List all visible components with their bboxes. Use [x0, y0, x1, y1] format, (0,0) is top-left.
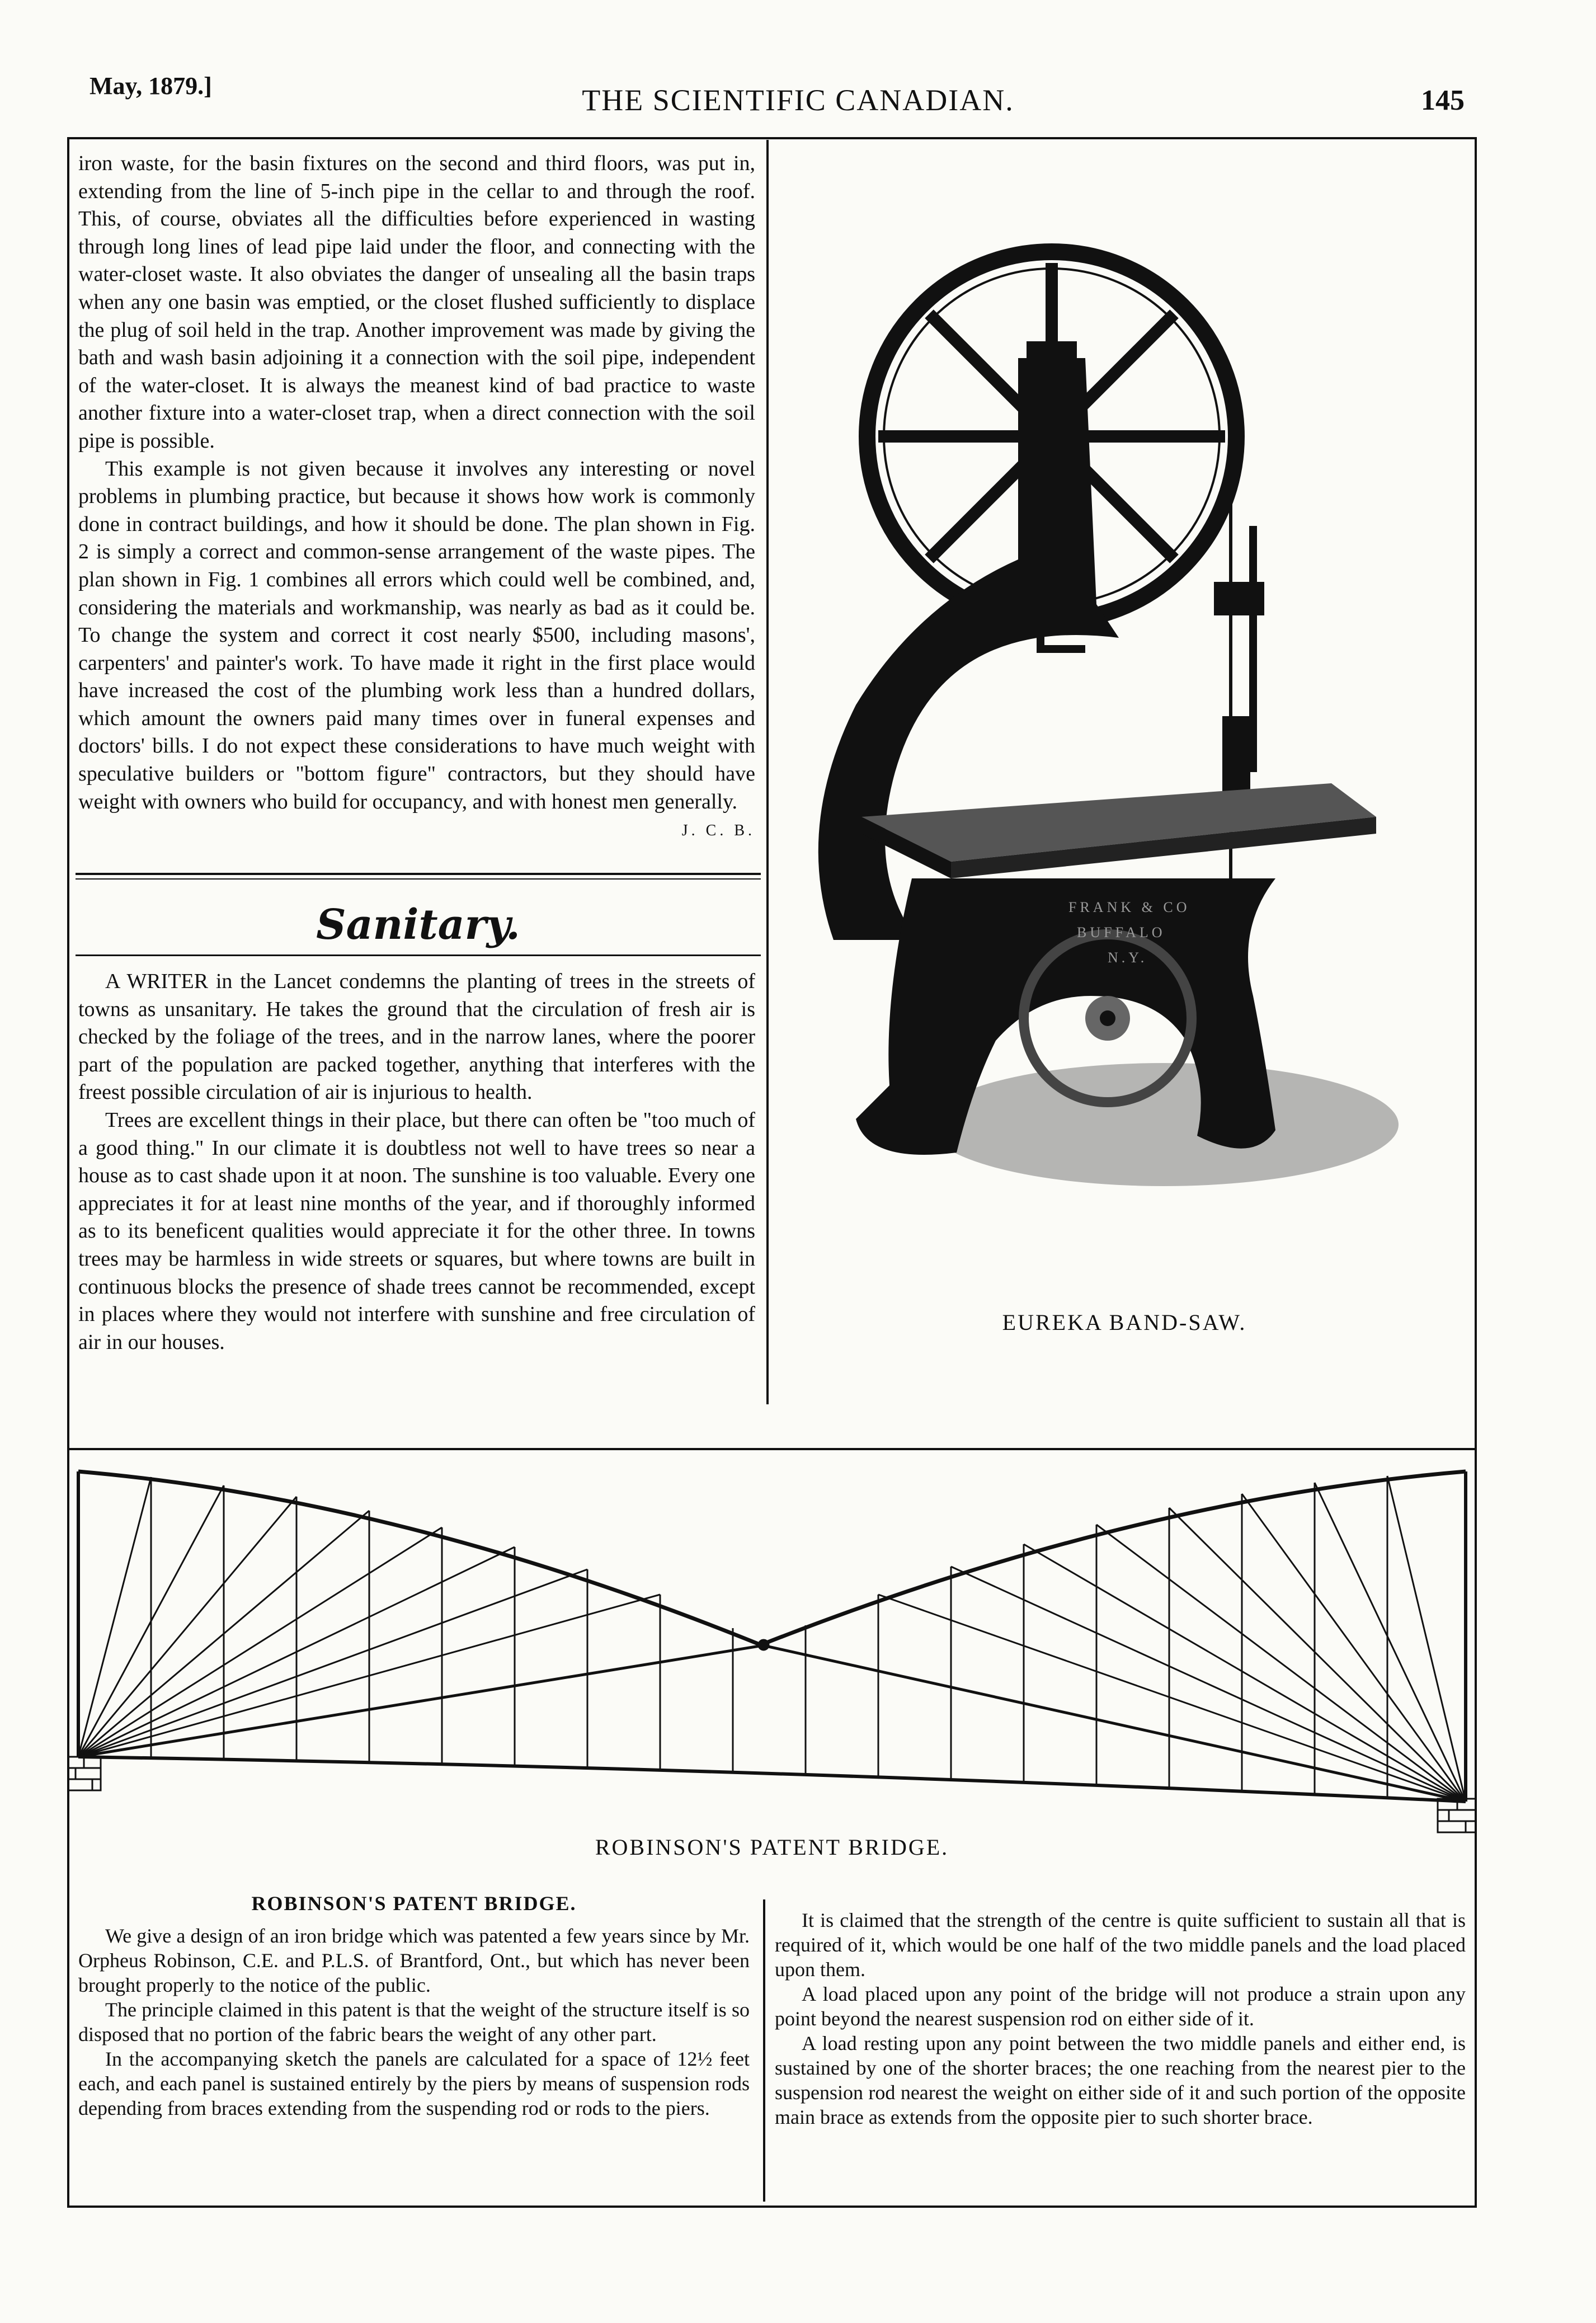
bridge-article-heading: ROBINSON'S PATENT BRIDGE.: [251, 1892, 577, 1915]
bridge-right-paragraph-3: A load resting upon any point between the two middle panels and either end, is sustained by one of the shorter braces; the one reaching from the nearest pier to the suspension rod nearest the weight on either side of it and such portion of the opposite main brace as extends from the opposite pier to such shorter brace.: [775, 2032, 1466, 2128]
band-saw-caption: EUREKA BAND-SAW.: [1002, 1310, 1247, 1335]
sanitary-paragraph-2: Trees are excellent things in their place, but there can often be "too much of a good thing." In our climate it is doubtless not well to have trees so near a house as to cast shade upon it at noon. The sunshine is too valuable. Every one appreciates it for at least nine months of the year, and if thoroughly informed as to its beneficent qualities would appreciate it for the other three. In towns trees may be harmless in wide streets or squares, but where towns are built in continuous blocks the presence of shade trees cannot be recommended, except in places where they would not interfere with sunshine and free circulation of air in our houses.: [78, 1108, 755, 1354]
column-divider: [766, 140, 769, 1404]
section-rule-1: [76, 873, 761, 875]
maker-mark-line-2: BUFFALO: [1077, 924, 1166, 941]
bridge-caption: ROBINSON'S PATENT BRIDGE.: [595, 1835, 949, 1860]
bridge-article-right: [775, 1908, 1466, 2129]
bridge-right-paragraph-2: A load placed upon any point of the bridge will not produce a strain upon any point beyond the nearest suspension rod on either side of it.: [775, 1983, 1466, 2030]
top-rule: [67, 137, 1477, 139]
section-rule-2: [76, 878, 761, 880]
right-pier: [1438, 1799, 1477, 1832]
bottom-column-divider: [763, 1899, 765, 2202]
bridge-truss: [78, 1471, 1466, 1802]
sanitary-paragraph-1: A WRITER in the Lancet condemns the planting of trees in the streets of towns as unsanitary. He takes the ground that the circulation of fresh air is checked by the foliage of the trees, and in the narrow lanes, where the poorer part of the population are packed together, anything that interferes with the freest possible circulation of air is injurious to health.: [78, 970, 755, 1104]
plumbing-article: [78, 150, 755, 845]
bridge-article-left: [78, 1891, 750, 2120]
plumbing-paragraph-1: iron waste, for the basin fixtures on the second and third floors, was put in, extending from the line of 5-inch pipe in the cellar to and through the roof. This, of course, obviates all the difficulties before experienced in wasting through long lines of lead pipe laid under the floor, and connecting with the water-closet waste. It also obviates the danger of unsealing all the basin traps when any one basin was emptied, or the closet flushed sufficiently to displace the plug of soil held in the trap. Another improvement was made by giving the bath and wash basin adjoining it a connection with the soil pipe, independent of the water-closet. It is always the meanest kind of bad practice to waste another fixture into a water-closet trap, when a direct connection with the soil pipe is possible.: [78, 152, 755, 453]
maker-mark-line-1: FRANK & CO: [1068, 899, 1190, 915]
figure-divider: [67, 1448, 1477, 1450]
section-rule-3: [76, 954, 761, 956]
bridge-left-paragraph-3: In the accompanying sketch the panels are calculated for a space of 12½ feet each, and each panel is sustained entirely by the piers by means of suspension rods depending from braces extending from the suspending rod or rods to the piers.: [78, 2048, 750, 2119]
sanitary-article: [78, 968, 755, 1356]
left-pier: [67, 1757, 101, 1790]
bridge-left-paragraph-2: The principle claimed in this patent is that the weight of the structure itself is so disposed that no portion of the fabric bears the weight of any other part.: [78, 1998, 750, 2045]
band-saw-illustration: [772, 213, 1471, 1276]
bridge-right-paragraph-1: It is claimed that the strength of the centre is quite sufficient to sustain all that is required of it, which would be one half of the two middle panels and the load placed upon them.: [775, 1909, 1466, 1981]
sanitary-heading: Sanitary.: [316, 901, 520, 949]
plumbing-paragraph-2: This example is not given because it involves any interesting or novel problems in plumbing practice, but because it shows how work is commonly done in contract buildings, and how it should be done. The plan shown in Fig. 2 is simply a correct and common-sense arrangement of the waste pipes. The plan shown in Fig. 1 combines all errors which could well be combined, and, considering the materials and workmanship, was nearly as bad as it could be. To change the system and correct it cost nearly $500, including masons', carpenters' and painter's work. To have made it right in the first place would have increased the cost of the plumbing work less than a hundred dollars, which amount the owners paid many times over in funeral expenses and doctors' bills. I do not expect these considerations to have much weight with speculative builders or "bottom figure" contractors, but they should have weight with owners who build for occupancy, and with honest men generally.: [78, 457, 755, 813]
left-frame-rule: [67, 137, 69, 2207]
page-number: 145: [1421, 84, 1465, 116]
journal-title: THE SCIENTIFIC CANADIAN.: [582, 83, 1014, 117]
bottom-rule: [67, 2206, 1477, 2208]
issue-date: May, 1879.]: [90, 72, 212, 100]
bridge-left-paragraph-1: We give a design of an iron bridge which was patented a few years since by Mr. Orpheus Robinson, C.E. and P.L.S. of Brantford, Ont., but which has never been brought properly to the notice of the public.: [78, 1925, 750, 1996]
maker-mark-line-3: N.Y.: [1108, 949, 1148, 966]
author-signature: J. C. B.: [681, 822, 755, 840]
bridge-illustration: [67, 1455, 1477, 1835]
right-frame-rule: [1475, 137, 1477, 2207]
